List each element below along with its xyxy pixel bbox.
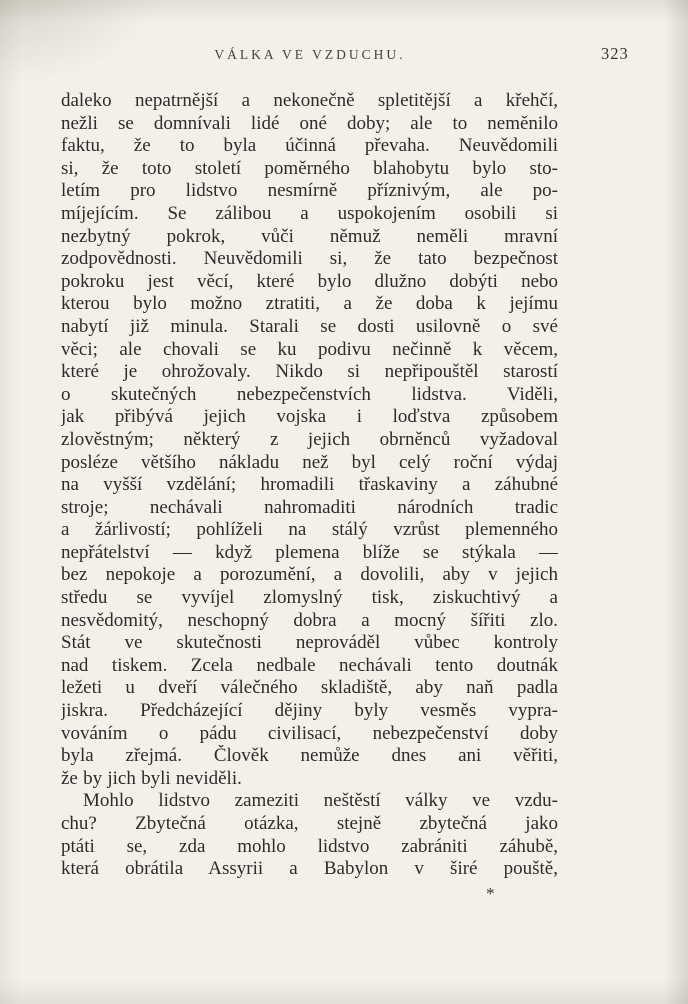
text-line: si, že toto století poměrného blahobytu bylo sto- — [61, 157, 558, 179]
text-line: věci; ale chovali se ku podivu nečinně k věcem, — [61, 338, 558, 360]
text-line: posléze většího nákladu než byl celý roční výdaj — [61, 451, 558, 473]
text-line: nežli se domnívali lidé oné doby; ale to neměnilo — [61, 112, 558, 134]
text-line: nezbytný pokrok, vůči němuž neměli mravní — [61, 225, 558, 247]
text-line: Stát ve skutečnosti neprováděl vůbec kontroly — [61, 632, 558, 654]
page-number: 323 — [601, 44, 629, 63]
signature-mark: * — [486, 884, 495, 903]
text-line: kterou bylo možno ztratiti, a že doba k jejímu — [61, 293, 558, 315]
text-line: chu? Zbytečná otázka, stejně zbytečná jako — [61, 813, 558, 834]
paragraph — [61, 790, 558, 880]
text-line: letím pro lidstvo nesmírně příznivým, ale po- — [61, 180, 558, 202]
text-line: daleko nepatrnější a nekonečně spletitější a křehčí, — [61, 90, 558, 111]
text-line: nesvědomitý, neschopný dobra a mocný šířiti zlo. — [61, 609, 558, 631]
text-line: o skutečných nebezpečenstvích lidstva. Viděli, — [61, 383, 558, 405]
text-line: na vyšší vzdělání; hromadili třaskaviny a záhubné — [61, 474, 558, 496]
page-header — [62, 46, 558, 64]
paragraph — [61, 90, 558, 790]
text-line: zlověstným; některý z jejich obrněnců vyžadoval — [61, 428, 558, 450]
text-line: míjejícím. Se zálibou a uspokojením osobili si — [61, 202, 558, 224]
running-title: VÁLKA VE VZDUCHU. — [214, 47, 406, 62]
text-line: nabytí již minula. Starali se dosti usilovně o své — [61, 315, 558, 337]
text-line: nepřátelství — když plemena blíže se stýkala — — [61, 541, 558, 563]
text-line: která obrátila Assyrii a Babylon v širé pouště, — [61, 858, 558, 880]
text-line: nad tiskem. Zcela nedbale nechávali tento doutnák — [61, 654, 558, 676]
text-line: že by jich byli neviděli. — [61, 767, 242, 789]
text-line: ptáti se, zda mohlo lidstvo zabrániti záhubě, — [61, 835, 558, 857]
text-line: vováním o pádu civilisací, nebezpečenství doby — [61, 722, 558, 744]
text-line: byla zřejmá. Člověk nemůže dnes ani věřiti, — [61, 745, 558, 767]
text-line: zodpovědnosti. Neuvědomili si, že tato bezpečnost — [61, 248, 558, 270]
text-line: pokroku jest věcí, které bylo dlužno dobýti nebo — [61, 270, 558, 292]
text-line: bez nepokoje a porozumění, a dovolili, aby v jejich — [61, 564, 558, 586]
text-line: jiskra. Předcházející dějiny byly vesměs vypra- — [61, 700, 558, 722]
text-line: ležeti u dveří válečného skladiště, aby naň padla — [61, 677, 558, 699]
page-body — [61, 90, 558, 881]
text-line: které je ohrožovaly. Nikdo si nepřipouštěl starostí — [61, 361, 558, 383]
text-line: středu se vyvíjel zlomyslný tisk, ziskuchtivý a — [61, 587, 558, 609]
text-line: stroje; nechávali nahromaditi národních tradic — [61, 496, 558, 518]
text-line: jak přibývá jejich vojska i loďstva způsobem — [61, 406, 558, 428]
text-line: faktu, že to byla účinná převaha. Neuvědomili — [61, 135, 558, 157]
text-line: a žárlivostí; pohlíželi na stálý vzrůst plemenného — [61, 519, 558, 541]
text-line: Mohlo lidstvo zameziti neštěstí války ve vzdu- — [83, 790, 558, 812]
